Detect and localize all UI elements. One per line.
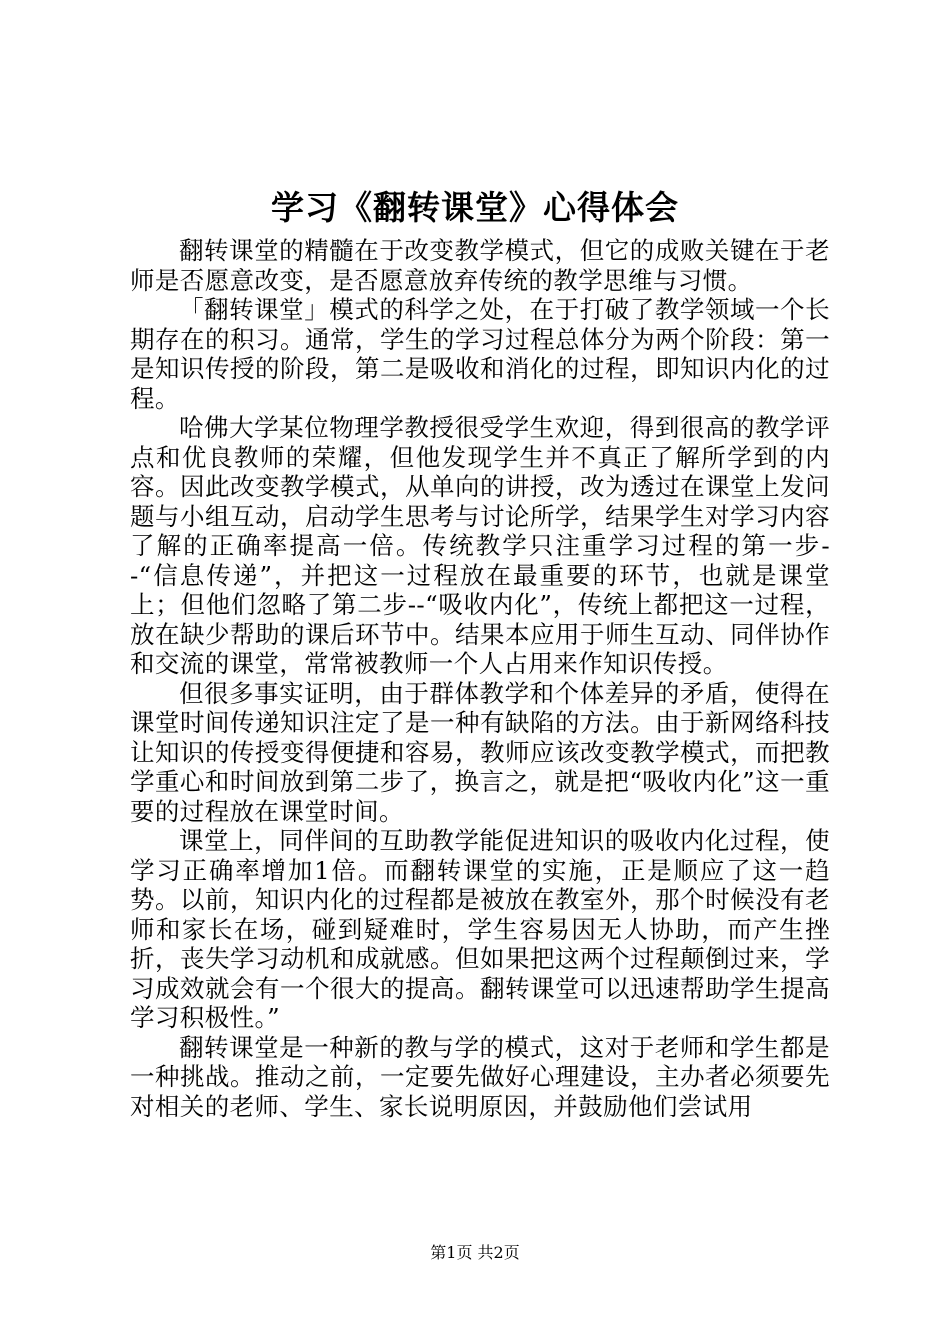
paragraph: 但很多事实证明，由于群体教学和个体差异的矛盾，使得在课堂时间传递知识注定了是一种有缺陷的方法。由于新网络科技让知识的传授变得便捷和容易，教师应该改变教学模式，而把教学重心和时间放到第二步了，换言之，就是把“吸收内化”这一重要的过程放在课堂时间。	[130, 678, 830, 826]
paragraph: 翻转课堂是一种新的教与学的模式，这对于老师和学生都是一种挑战。推动之前，一定要先做好心理建设，主办者必须要先对相关的老师、学生、家长说明原因，并鼓励他们尝试用	[130, 1032, 830, 1121]
document-title: 学习《翻转课堂》心得体会	[271, 188, 679, 227]
page-footer: 第1页 共2页	[430, 1243, 520, 1262]
paragraph: 课堂上，同伴间的互助教学能促进知识的吸收内化过程，使学习正确率增加1倍。而翻转课堂的实施，正是顺应了这一趋势。以前，知识内化的过程都是被放在教室外，那个时候没有老师和家长在场，碰到疑难时，学生容易因无人协助，而产生挫折，丧失学习动机和成就感。但如果把这两个过程颠倒过来，学习成效就会有一个很大的提高。翻转课堂可以迅速帮助学生提高学习积极性。”	[130, 826, 830, 1032]
paragraph: 翻转课堂的精髓在于改变教学模式，但它的成败关键在于老师是否愿意改变，是否愿意放弃传统的教学思维与习惯。	[130, 236, 830, 295]
paragraph: 哈佛大学某位物理学教授很受学生欢迎，得到很高的教学评点和优良教师的荣耀，但他发现学生并不真正了解所学到的内容。因此改变教学模式，从单向的讲授，改为透过在课堂上发问题与小组互动，启动学生思考与讨论所学，结果学生对学习内容了解的正确率提高一倍。传统教学只注重学习过程的第一步--“信息传递”，并把这一过程放在最重要的环节，也就是课堂上；但他们忽略了第二步--“吸收内化”，传统上都把这一过程，放在缺少帮助的课后环节中。结果本应用于师生互动、同伴协作和交流的课堂，常常被教师一个人占用来作知识传授。	[130, 413, 830, 678]
document-body	[130, 236, 830, 1121]
paragraph: 「翻转课堂」模式的科学之处，在于打破了教学领域一个长期存在的积习。通常，学生的学习过程总体分为两个阶段：第一是知识传授的阶段，第二是吸收和消化的过程，即知识内化的过程。	[130, 295, 830, 413]
